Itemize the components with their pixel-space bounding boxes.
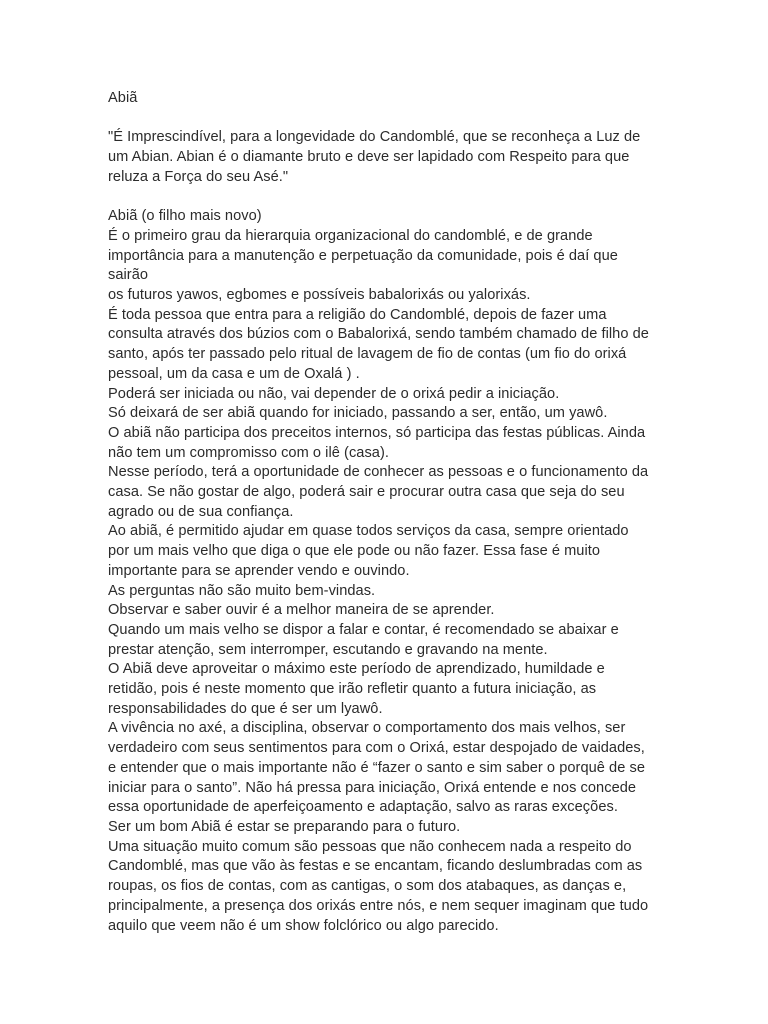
opening-quote: [108, 128, 668, 187]
body-line: prestar atenção, sem interromper, escutando e gravando na mente.: [108, 641, 548, 658]
body-line: os futuros yawos, egbomes e possíveis babalorixás ou yalorixás.: [108, 287, 531, 303]
body-line: Só deixará de ser abiã quando for iniciado, passando a ser, então, um yawô.: [108, 405, 608, 422]
body-line: O abiã não participa dos preceitos internos, só participa das festas públicas. Ainda: [108, 424, 646, 441]
body-line: sairão: [108, 267, 149, 284]
body-line: Uma situação muito comum são pessoas que não conhecem nada a respeito do: [108, 838, 632, 855]
body-line: importante para se aprender vendo e ouvindo.: [108, 562, 410, 579]
body-line: Quando um mais velho se dispor a falar e contar, é recomendado se abaixar e: [108, 621, 619, 638]
quote-line: um Abian. Abian é o diamante bruto e deve ser lapidado com Respeito para que: [108, 149, 630, 166]
body-line: Candomblé, mas que vão às festas e se encantam, ficando deslumbradas com as: [108, 858, 643, 875]
body-line: O Abiã deve aproveitar o máximo este período de aprendizado, humildade e: [108, 661, 605, 678]
body-line: É toda pessoa que entra para a religião do Candomblé, depois de fazer uma: [108, 306, 607, 323]
body-line: responsabilidades do que é ser um lyawô.: [108, 700, 383, 717]
body-line: santo, após ter passado pelo ritual de lavagem de fio de contas (um fio do orixá: [108, 346, 627, 363]
body-line: verdadeiro com seus sentimentos para com o Orixá, estar despojado de vaidades,: [108, 740, 645, 757]
body-line: É o primeiro grau da hierarquia organizacional do candomblé, e de grande: [108, 227, 593, 244]
body-line: e entender que o mais importante não é “fazer o santo e sim saber o porquê de se: [108, 759, 645, 776]
body-line: A vivência no axé, a disciplina, observar o comportamento dos mais velhos, ser: [108, 720, 626, 737]
body-line: não tem um compromisso com o ilê (casa).: [108, 444, 389, 461]
document-title: Abiã: [108, 90, 138, 106]
body-line: principalmente, a presença dos orixás entre nós, e nem sequer imaginam que tudo: [108, 897, 649, 914]
body-text: [108, 207, 668, 936]
body-line: Poderá ser iniciada ou não, vai depender de o orixá pedir a iniciação.: [108, 385, 560, 402]
quote-line: "É Imprescindível, para a longevidade do Candomblé, que se reconheça a Luz de: [108, 129, 641, 146]
body-line: essa oportunidade de aperfeiçoamento e adaptação, salvo as raras exceções.: [108, 799, 618, 816]
body-line: agrado ou de sua confiança.: [108, 503, 294, 520]
section-heading: Abiã (o filho mais novo): [108, 208, 262, 225]
quote-line: reluza a Força do seu Asé.": [108, 168, 289, 185]
body-line: Ser um bom Abiã é estar se preparando para o futuro.: [108, 818, 461, 835]
body-line: Nesse período, terá a oportunidade de conhecer as pessoas e o funcionamento da: [108, 464, 649, 481]
document-page: [108, 89, 668, 936]
body-line: Observar e saber ouvir é a melhor maneira de se aprender.: [108, 602, 495, 619]
body-line: pessoal, um da casa e um de Oxalá ) .: [108, 365, 360, 382]
body-line: roupas, os fios de contas, com as cantigas, o som dos atabaques, as danças e,: [108, 878, 627, 895]
body-line: consulta através dos búzios com o Babalorixá, sendo também chamado de filho de: [108, 326, 649, 343]
body-line: As perguntas não são muito bem-vindas.: [108, 582, 376, 599]
body-line: Ao abiã, é permitido ajudar em quase todos serviços da casa, sempre orientado: [108, 523, 629, 540]
body-line: importância para a manutenção e perpetuação da comunidade, pois é daí que: [108, 247, 618, 264]
body-line: iniciar para o santo”. Não há pressa para iniciação, Orixá entende e nos concede: [108, 779, 637, 796]
body-line: aquilo que veem não é um show folclórico ou algo parecido.: [108, 917, 499, 934]
body-line: retidão, pois é neste momento que irão refletir quanto a futura iniciação, as: [108, 681, 597, 698]
body-line: casa. Se não gostar de algo, poderá sair e procurar outra casa que seja do seu: [108, 484, 625, 501]
body-line: por um mais velho que diga o que ele pode ou não fazer. Essa fase é muito: [108, 543, 601, 560]
